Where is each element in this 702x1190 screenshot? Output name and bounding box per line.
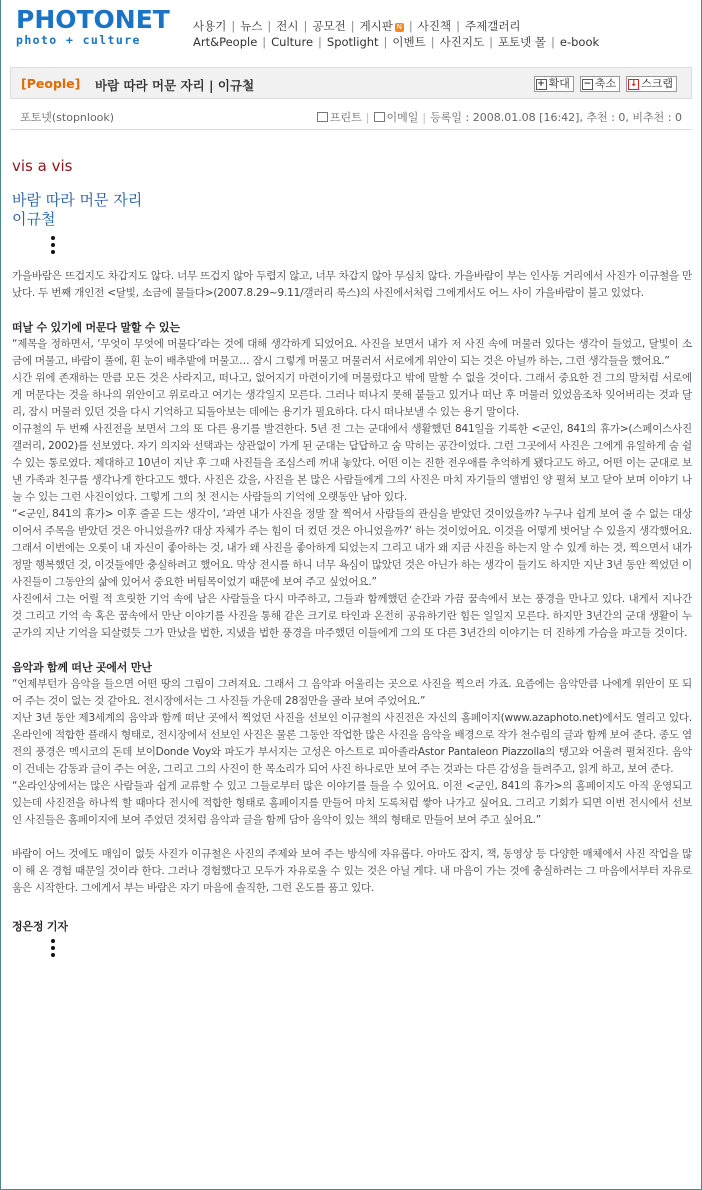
site-logo[interactable]	[16, 6, 170, 47]
nav-item-culture[interactable]: Culture	[271, 35, 314, 49]
minus-icon: −	[583, 78, 592, 89]
scrap-button[interactable]	[626, 76, 677, 92]
nav-row-1: 사용기 | 뉴스 | 전시 | 공모전 | 게시판 N | 사진책 | 주제갤러리	[193, 19, 521, 33]
nav-item-theme-gallery[interactable]: 주제갤러리	[465, 19, 521, 33]
section-2-heading: 음악과 함께 떠난 곳에서 만난	[12, 661, 152, 674]
article-title: 바람 따라 머문 자리 | 이규철	[95, 78, 255, 93]
article-kicker: vis a vis	[12, 157, 73, 175]
paragraph: “제목을 정하면서, ‘무엇이 무엇에 머물다’라는 것에 대해 생각하게 되었어요. 사진을 보면서 내가 저 사진 속에 머물러 있다는 생각이 들었고, 달빛이 소금에 머물고, 바람이 풀에, 흰 눈이 배추밭에 머물고… 잠시 그렇게 머물고 머물러서 서로에게 위안이 되는 것은 아닐까 하는, 그런 생각들을 했어요.”	[12, 338, 692, 367]
printer-icon	[317, 112, 328, 122]
article-headline	[12, 191, 692, 229]
logo-word: PHOTONET	[16, 5, 170, 34]
new-badge: N	[396, 23, 403, 31]
article-title-bar	[10, 67, 692, 99]
vertical-ellipsis-icon	[51, 939, 55, 957]
scrap-label: 스크랩	[641, 77, 673, 90]
nav-item-exhibitions[interactable]: 전시	[276, 19, 299, 33]
zoom-out-label: 축소	[594, 77, 617, 90]
nav-item-contests[interactable]: 공모전	[312, 19, 346, 33]
nav-item-reviews[interactable]: 사용기	[193, 19, 227, 33]
article-author[interactable]: 포토넷(stopnlook)	[20, 111, 115, 124]
plus-icon: +	[537, 78, 545, 89]
logo-tagline: photo + culture	[16, 33, 141, 47]
zoom-in-button[interactable]	[534, 76, 574, 92]
paragraph: 시간 위에 존재하는 만큼 모든 것은 사라지고, 떠나고, 없어지기 마련이기에 머물렀다고 밖에 말할 수 없을 것이다. 그래서 중요한 건 그의 말처럼 서로에게 머문다는 것을 하나의 위안이고 위로라고 여기는 생각일지 모른다. 그러나 떠나지 못해 붙들고 있거나 떠난 후 머물러 있었음조차 잊어버리는 것과 달리, 잠시 머물러 있던 것을 다시 기억하고 되돌아보는 데에는 용기가 필요하다. 다시 떠나보낼 수 있는 용기 말이다.	[12, 372, 692, 418]
nav-item-board[interactable]: 게시판	[359, 19, 393, 33]
paragraph: “온라인상에서는 많은 사람들과 쉽게 교류할 수 있고 그들로부터 많은 이야기를 들을 수 있어요. 이전 <군인, 841의 휴가>의 홈페이지도 아직 운영되고 있는데 사진전을 하나씩 할 때마다 전시에 적합한 형태로 홈페이지를 만들어 마치 도록처럼 쌓아 나가고 싶어요. 그리고 기회가 되면 이번 전시에서 선보인 사진들은 홈페이지에 보여 주었던 것처럼 음악과 글을 함께 담아 음악이 있는 책의 형태로 만들어 보여 주고 싶어요.”	[12, 780, 692, 826]
paragraph: 이규철의 두 번째 사진전을 보면서 그의 또 다른 용기를 발견한다. 5년 전 그는 군대에서 생활했던 841일을 기록한 <군인, 841의 휴가>(스페이스사진 갤러리, 2002)를 선보였다. 자기 의지와 선택과는 상관없이 가게 된 군대는 답답하고 숨 막히는 공간이었다. 그런 그곳에서 사진은 그에게 유일하게 숨 쉴 수 있는 통로였다. 제대하고 10년이 지난 후 그때 사진들을 조심스레 꺼내 놓았다. 어떤 이는 진한 전우애를 추억하게 됐다고도 하고, 어떤 이는 군대로 보낸 가족과 친구를 생각나게 한다고도 했다. 사진은 갔을, 사진을 본 많은 사람들에게 그의 사진은 마치 자기들의 앨범인 양 펼쳐 보고 닫아 보며 이야기 나눌 수 있는 그런 사진이었다. 그렇게 그의 첫 전시는 사람들의 기억에 오랫동안 남아 있다.	[12, 423, 692, 503]
zoom-in-label: 확대	[548, 77, 570, 90]
headline-title: 바람 따라 머문 자리	[12, 191, 143, 209]
email-icon	[374, 112, 385, 122]
top-nav	[193, 18, 599, 50]
post-date: 등록일 : 2008.01.08 [16:42]	[430, 111, 580, 124]
intro-paragraph: 가을바람은 뜨겁지도 차갑지도 않다. 너무 뜨겁지 않아 두렵지 않고, 너무 차갑지 않아 무심치 않다. 가을바람이 부는 인사동 거리에서 사진가 이규철을 만났다. 두 번째 개인전 <달빛, 소금에 물들다>(2007.8.29~9.11/갤러리 룩스)의 사진에서처럼 그에게서도 어느 사이 가을바람이 불고 있었다.	[12, 270, 692, 299]
nav-item-art-people[interactable]: Art&People	[193, 35, 258, 49]
article-text	[12, 268, 692, 957]
recommend-count: 추천 : 0	[586, 111, 626, 124]
nav-item-events[interactable]: 이벤트	[392, 35, 426, 49]
headline-person: 이규철	[12, 210, 56, 228]
nav-row-2: Art&People | Culture | Spotlight | 이벤트 | 사진지도 | 포토넷 몰 | e-book	[193, 35, 600, 49]
nav-item-photobooks[interactable]: 사진책	[417, 19, 452, 33]
section-1-heading: 떠날 수 있기에 머문다 말할 수 있는	[12, 321, 180, 334]
article-body	[12, 148, 692, 960]
nav-item-news[interactable]: 뉴스	[240, 19, 263, 33]
article-category[interactable]: [People]	[21, 76, 81, 91]
print-link[interactable]: 프린트	[329, 111, 362, 124]
not-recommend-count: 비추천 : 0	[632, 111, 682, 124]
nav-item-spotlight[interactable]: Spotlight	[326, 35, 379, 49]
closing-paragraph: 바람이 어느 것에도 매임이 없듯 사진가 이규철은 사진의 주제와 보여 주는 방식에 자유롭다. 아마도 잡지, 책, 동영상 등 다양한 매체에서 사진 작업을 많이 해 온 경험 때문일 것이라 한다. 그러나 경험했다고 모두가 자유로울 수 있는 것은 아닐 게다. 내 마음이 가는 것에 충실하려는 그 마음에서부터 자유로움은 시작한다. 그에게서 부는 바람은 자기 마음에 솔직한, 그런 온도를 품고 있다.	[12, 848, 692, 894]
nav-item-ebook[interactable]: e-book	[559, 35, 600, 49]
title-bar-tools	[534, 76, 677, 92]
nav-item-photo-map[interactable]: 사진지도	[439, 35, 485, 49]
paragraph: “<군인, 841의 휴가> 이후 줄곧 드는 생각이, ‘과연 내가 사진을 정말 잘 찍어서 사람들의 관심을 받았던 것이었을까? 누구나 쉽게 보여 줄 수 없는 대상이어서 주목을 받았던 것은 아니었을까? 대상 자체가 주는 힘이 더 컸던 것은 아니었을까?’ 하는 것이었어요. 이것을 어떻게 벗어날 수 있을지 생각했어요. 그래서 이번에는 오롯이 내 자신이 좋아하는 것, 내가 왜 사진을 좋아하게 되었는지 그리고 내가 왜 지금 사진을 하는지 알 수 있게 하는 것, 찍으면서 내가 정말 행복했던 것, 이것들에만 충실하려고 했어요. 막상 전시를 하니 너무 욕심이 많았던 것은 아닌가 하는 생각이 들기도 하지만 지난 3년 동안 찍었던 이 사진들이 그동안의 삶에 있어서 중요한 버팀목이었기 때문에 보여 주고 싶었어요.”	[12, 508, 692, 588]
zoom-out-button[interactable]	[580, 76, 620, 92]
paragraph: 사진에서 그는 어릴 적 흐릿한 기억 속에 남은 사람들을 다시 마주하고, 그들과 함께했던 순간과 가끔 꿈속에서 보는 풍경을 만나고 있다. 내게서 지나간 것 그리고 기억 속 혹은 꿈속에서 만난 이야기를 사진을 통해 같은 크기로 타인과 온전히 공유하기란 힘든 일일지 모른다. 하지만 3년간의 군대 생활이 누군가의 지난 기억을 되살렸듯 그가 만났을 법한, 지냈을 법한 풍경을 마주했던 이들에게 그의 또 다른 3년간의 이야기는 더 진하게 가슴을 파고들 것이다.	[12, 593, 692, 639]
email-link[interactable]: 이메일	[386, 111, 419, 124]
paragraph: 지난 3년 동안 제3세계의 음악과 함께 떠난 곳에서 찍었던 사진을 선보인 이규철의 사진전은 자신의 홈페이지(www.azaphoto.net)에서도 열리고 있다. 온라인에 적합한 플래시 형태로, 전시장에서 선보인 사진은 물론 그동안 작업한 많은 사진을 음악을 배경으로 작가 천수림의 글과 함께 보여 준다. 종도 염전의 풍경은 멕시코의 돈데 보이Donde Voy와 파도가 부서지는 고성은 아스트로 피아졸라Astor Pantaleon Piazzolla의 탱고와 어울려 펼쳐진다. 음악이 건네는 감동과 글이 주는 여운, 그리고 그의 사진이 한 목소리가 되어 사진 하나로만 보여 주는 것과는 다른 감성을 들려주고, 읽게 하고, 보여 준다.	[12, 712, 692, 775]
article-meta-info: 프린트 | 이메일 | 등록일 : 2008.01.08 [16:42] , 추천 : 0 , 비추천 : 0	[317, 109, 682, 125]
paragraph: “언제부턴가 음악을 들으면 어떤 땅의 그림이 그려져요. 그래서 그 음악과 어울리는 곳으로 사진을 찍으러 가죠. 요즘에는 음악만큼 나에게 위안이 또 되어 주는 것이 없는 것 같아요. 전시장에서는 그 사진들 가운데 28점만을 골라 보여 주었어요.”	[12, 678, 692, 707]
reporter-byline: 정은정 기자	[12, 920, 68, 933]
download-icon: ↓	[629, 78, 638, 89]
nav-item-photonet-mall[interactable]: 포토넷 몰	[497, 35, 547, 49]
vertical-ellipsis-icon	[51, 236, 55, 254]
article-meta-bar	[10, 104, 692, 130]
